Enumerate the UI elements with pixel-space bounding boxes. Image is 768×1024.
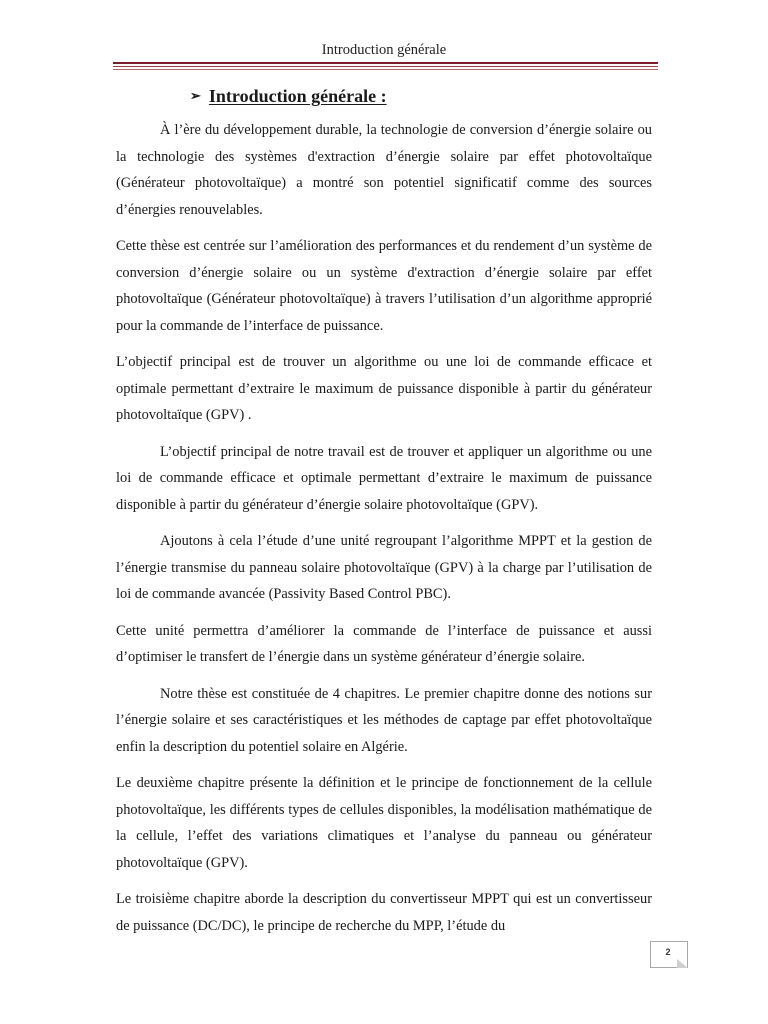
arrow-bullet-icon: ➢ bbox=[190, 88, 201, 103]
section-title: Introduction générale : bbox=[208, 86, 387, 106]
paragraph-mppt-unit: Ajoutons à cela l’étude d’une unité regroupant l’algorithme MPPT et la gestion de l’énergie transmise du panneau solaire photovoltaïque (GPV) à la charge par l’utilisation de loi de commande avancée (Passivity Based Control PBC). bbox=[116, 533, 652, 602]
paragraph-main-objective: L’objectif principal est de trouver un algorithme ou une loi de commande efficace et optimale permettant d’extraire le maximum de puissance disponible à partir du générateur photovoltaïque (GPV) . bbox=[116, 354, 652, 423]
paragraph-thesis-focus: Cette thèse est centrée sur l’amélioration des performances et du rendement d’un système de conversion d’énergie solaire ou un système d'extraction d’énergie solaire par effet photovoltaïque (Générateur photovoltaïque) à travers l’utilisation d’un algorithme approprié pour la commande de l’interface de puissance. bbox=[116, 238, 652, 334]
page-number-box bbox=[650, 941, 688, 968]
paragraph-work-objective: L’objectif principal de notre travail est de trouver et appliquer un algorithme ou une loi de commande efficace et optimale permettant d’extraire le maximum de puissance disponible à partir du générateur d’énergie solaire photovoltaïque (GPV). bbox=[116, 443, 652, 513]
page-curl-icon bbox=[677, 959, 688, 968]
header-rule bbox=[113, 62, 658, 64]
section-heading bbox=[190, 86, 387, 107]
paragraph-chapter-two: Le deuxième chapitre présente la définition et le principe de fonctionnement de la cellule photovoltaïque, les différents types de cellules disponibles, la modélisation mathématique de la cellule, l’effet des variations climatiques et l’analyse du panneau ou générateur photovoltaïque (GPV). bbox=[116, 775, 652, 871]
body-text bbox=[116, 117, 652, 949]
page-number: 2 bbox=[665, 947, 671, 957]
paragraph-intro: À l’ère du développement durable, la technologie de conversion d’énergie solaire ou la technologie des systèmes d'extraction d’énergie solaire par effet photovoltaïque (Générateur photovoltaïque) a montré son potentiel significatif comme des sources d’énergies renouvelables. bbox=[116, 122, 652, 218]
header-rule bbox=[113, 66, 658, 67]
running-header: Introduction générale bbox=[321, 42, 447, 58]
paragraph-chapter-one: Notre thèse est constituée de 4 chapitres. Le premier chapitre donne des notions sur l’énergie solaire et ses caractéristiques et les méthodes de captage par effet photovoltaïque enfin la description du potentiel solaire en Algérie. bbox=[116, 685, 652, 755]
paragraph-chapter-three: Le troisième chapitre aborde la description du convertisseur MPPT qui est un convertisseur de puissance (DC/DC), le principe de recherche du MPP, l’étude du bbox=[116, 891, 652, 934]
paragraph-unit-benefit: Cette unité permettra d’améliorer la commande de l’interface de puissance et aussi d’optimiser le transfert de l’énergie dans un système générateur d’énergie solaire. bbox=[116, 622, 652, 665]
header-rule bbox=[113, 69, 658, 70]
